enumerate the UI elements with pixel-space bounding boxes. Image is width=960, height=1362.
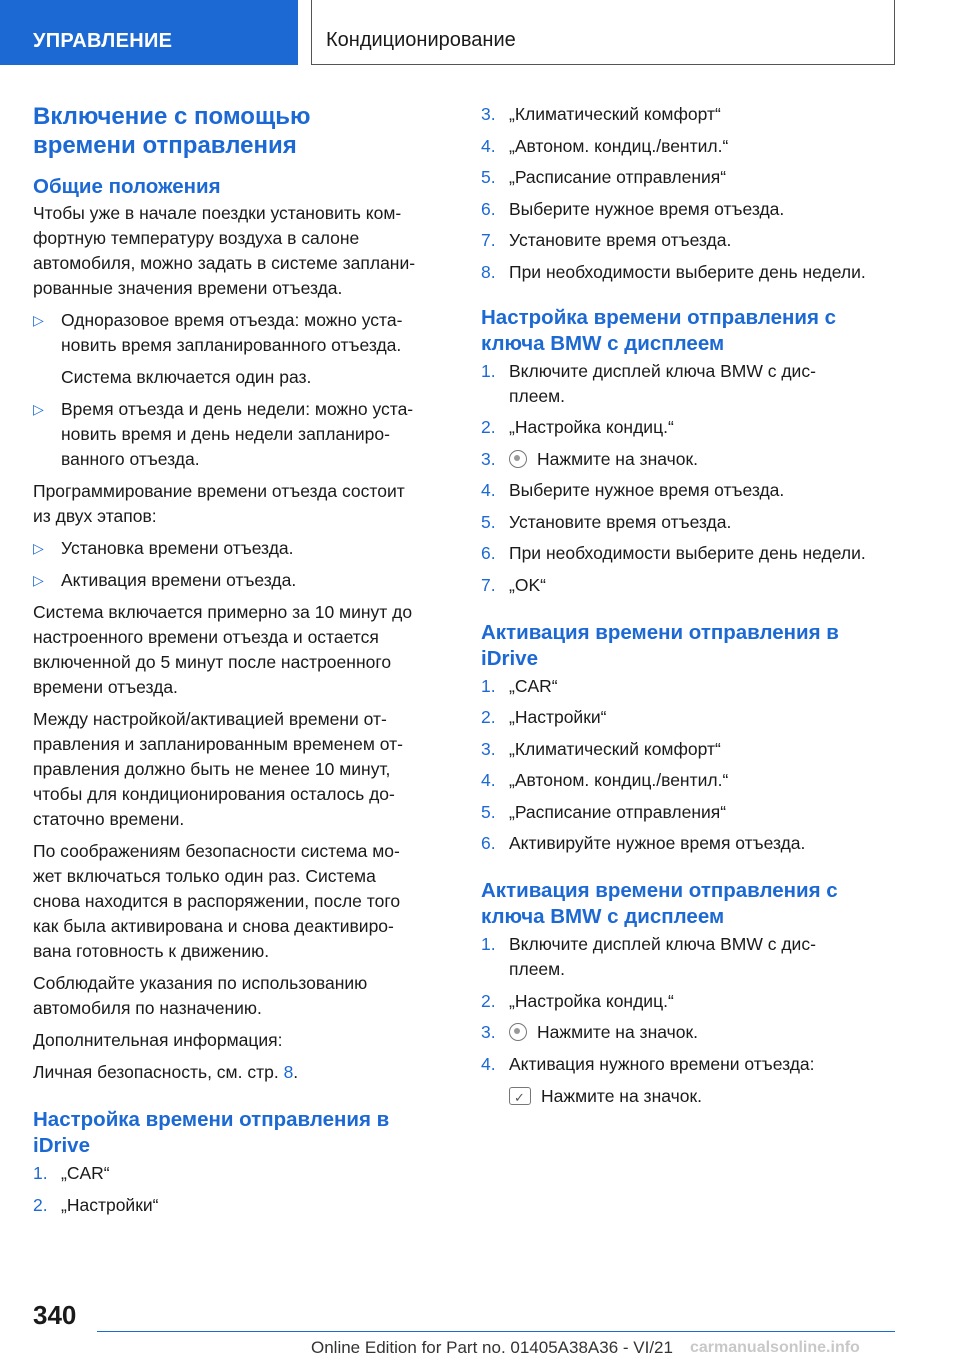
list-item: 5. „Расписание отправления“ xyxy=(481,167,727,187)
list-item: 7. Установите время отъезда. xyxy=(481,230,732,250)
list-item: 3. Нажмите на значок. xyxy=(481,1022,698,1042)
list-item: 2. „Настройка кондиц.“ xyxy=(481,417,674,437)
list-item: 3. „Климатический комфорт“ xyxy=(481,738,721,759)
list-item: 5. Установите время отъезда. xyxy=(481,511,732,532)
list-item: 6. При необходимости выберите день недели. xyxy=(481,543,866,563)
idrive-set-steps-continued xyxy=(481,102,921,285)
list-item: 2. „Настройка кондиц.“ xyxy=(481,990,674,1011)
bullet-item: ▷ Одноразовое время отъезда: можно уста- новить время запланированного отъезда. Система включается один раз. xyxy=(33,308,453,390)
list-item: 2. „Настройки“ xyxy=(33,1194,159,1215)
key-set-steps xyxy=(481,359,921,598)
left-column xyxy=(33,102,453,1240)
climate-settings-icon xyxy=(509,450,527,468)
usage-paragraph: Соблюдайте указания по использованию автомобиля по назначению. xyxy=(33,973,368,1018)
list-item: 8. При необходимости выберите день недели. xyxy=(481,261,866,282)
safety-paragraph: По соображениям безопасности система мо- жет включаться только один раз. Система снова находится в распоряжении, после того как была активирована и снова деактивиро- вана готовность к движению. xyxy=(33,841,401,961)
idrive-set-heading: Настройка времени отправления в iDrive xyxy=(33,1108,390,1157)
section-heading: Включение с помощью времени отправления xyxy=(33,103,311,159)
page-number: 340 xyxy=(33,1300,77,1330)
list-item: 1. Включите дисплей ключа BMW с дис- плеем. xyxy=(481,360,816,406)
list-item: 7. „OK“ xyxy=(481,574,546,595)
interval-paragraph: Между настройкой/активацией времени от- правления и запланированным временем от- правления должно быть не менее 10 минут, чтобы для кондиционирования осталось до- статочно времени. xyxy=(33,709,403,829)
cross-reference: Личная безопасность, см. стр. 8. xyxy=(33,1062,299,1082)
triangle-bullet-icon: ▷ xyxy=(33,572,44,588)
footer-edition: Online Edition for Part no. 01405A38A36 - VI/21 xyxy=(311,1338,673,1357)
intro-paragraph: Чтобы уже в начале поездки установить ком- фортную температуру воздуха в салоне автомобиля, можно задать в системе заплани- рованные значения времени отъезда. xyxy=(33,203,416,298)
watermark: carmanualsonline.info xyxy=(690,1339,860,1356)
list-item: 5. „Расписание отправления“ xyxy=(481,801,727,822)
triangle-bullet-icon: ▷ xyxy=(33,540,44,556)
list-item: 4. Активация нужного времени отъезда: ✓Нажмите на значок. xyxy=(481,1052,921,1109)
checkbox-icon xyxy=(509,1087,531,1105)
list-item: 4. Выберите нужное время отъезда. xyxy=(481,480,785,500)
bullet-item: ▷ Активация времени отъезда. xyxy=(33,568,453,593)
list-item: 1. Включите дисплей ключа BMW с дис- плеем. xyxy=(481,934,816,979)
timing-paragraph: Система включается примерно за 10 минут до настроенного времени отъезда и остается включенной до 5 минут после настроенного времени отъезда. xyxy=(33,602,413,697)
programming-paragraph: Программирование времени отъезда состоит из двух этапов: xyxy=(33,481,405,526)
key-set-heading: Настройка времени отправления с ключа BMW с дисплеем xyxy=(481,305,837,355)
section-tab: УПРАВЛЕНИЕ xyxy=(0,0,298,65)
list-item: 3. „Климатический комфорт“ xyxy=(481,104,721,124)
idrive-activate-heading: Активация времени отправления в iDrive xyxy=(481,620,839,670)
key-activate-steps xyxy=(481,932,921,1109)
list-item: 1. „CAR“ xyxy=(481,675,558,696)
list-item: 2. „Настройки“ xyxy=(481,707,607,727)
general-heading: Общие положения xyxy=(33,175,221,198)
footer-divider xyxy=(97,1331,895,1332)
list-item: 3. Нажмите на значок. xyxy=(481,448,698,469)
idrive-activate-steps xyxy=(481,674,921,857)
bullet-item: ▷ Установка времени отъезда. xyxy=(33,536,453,561)
bullet-item: ▷ Время отъезда и день недели: можно уста- новить время и день недели запланиро- ванного отъезда. xyxy=(33,399,414,469)
list-item: 6. Выберите нужное время отъезда. xyxy=(481,198,785,219)
page-link[interactable]: 8 xyxy=(283,1062,294,1082)
right-column xyxy=(481,102,921,1131)
climate-settings-icon xyxy=(509,1023,527,1041)
triangle-bullet-icon: ▷ xyxy=(33,401,44,417)
list-item: 4. „Автоном. кондиц./вентил.“ xyxy=(481,135,729,156)
idrive-set-steps xyxy=(33,1161,453,1218)
triangle-bullet-icon: ▷ xyxy=(33,312,44,328)
bullet-note: Система включается один раз. xyxy=(61,367,312,387)
list-item: 1. „CAR“ xyxy=(33,1163,110,1183)
key-activate-heading: Активация времени отправления с ключа BMW с дисплеем xyxy=(481,879,838,928)
list-item: 6. Активируйте нужное время отъезда. xyxy=(481,833,806,853)
chapter-title: Кондиционирование xyxy=(311,0,895,65)
list-item: 4. „Автоном. кондиц./вентил.“ xyxy=(481,770,729,790)
more-info-label: Дополнительная информация: xyxy=(33,1030,283,1050)
